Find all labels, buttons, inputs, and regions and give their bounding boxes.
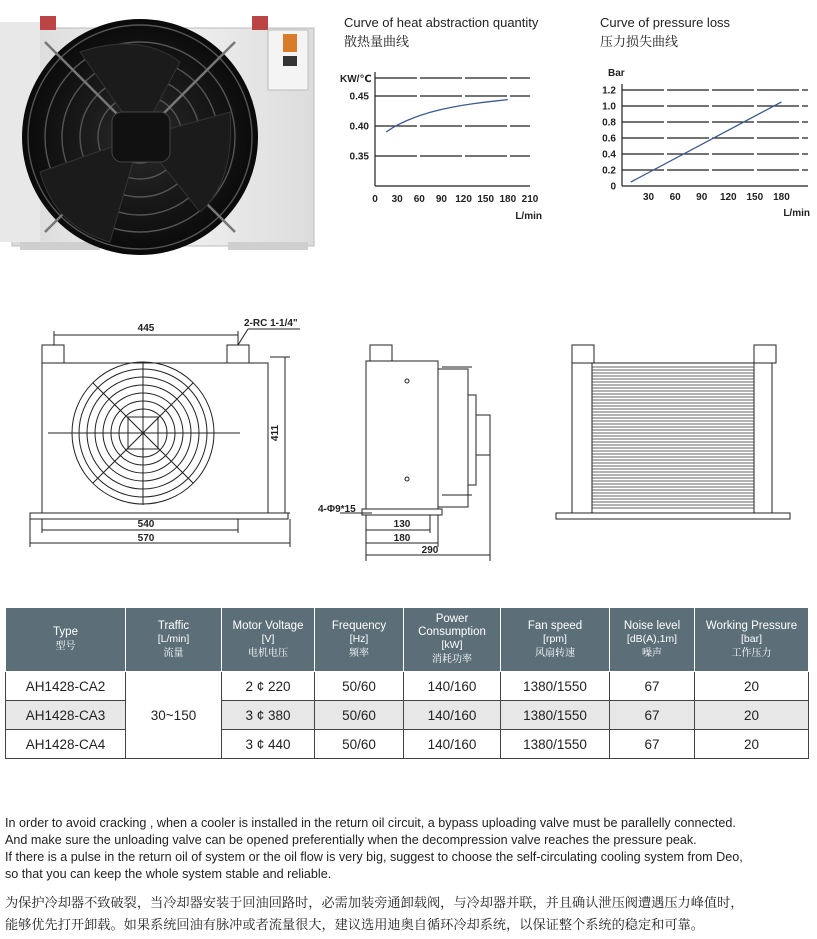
cell-pressure: 20 [695, 701, 809, 730]
x-tick-label: 120 [719, 192, 737, 203]
x-tick-label: 150 [746, 192, 764, 203]
cell-power: 140/160 [404, 672, 501, 701]
outlet-port [227, 345, 249, 363]
x-tick-label: 150 [477, 194, 495, 205]
dim-445: 445 [137, 323, 155, 334]
cell-frequency: 50/60 [315, 701, 404, 730]
note-en-line: And make sure the unloading valve can be opened preferentially when the decompression valve reaches the pressure peak. [5, 833, 697, 847]
cell-fan-speed: 1380/1550 [501, 701, 610, 730]
y-tick-label: 0.8 [602, 117, 616, 129]
heat-chart-title-cn: 散热量曲线 [344, 34, 410, 49]
rear-view-body [572, 363, 772, 513]
x-tick-label: 180 [499, 194, 517, 205]
x-tick-label: 60 [413, 194, 425, 205]
header-power: Power Consumption [kW] 消耗功率 [404, 608, 501, 672]
pressure-chart-title-en: Curve of pressure loss [600, 15, 731, 30]
x-tick-label: 30 [643, 192, 655, 203]
x-tick-label: 120 [455, 194, 472, 205]
dim-570: 570 [137, 533, 155, 544]
y-tick-label: 0.6 [602, 133, 616, 145]
front-view-body [42, 363, 268, 513]
note-en-line: In order to avoid cracking , when a cooler is installed in the return oil circuit, a bypass uploading valve must be parallelly connected. [5, 816, 736, 830]
y-tick-label: 0.2 [602, 165, 616, 177]
cell-voltage: 2 ¢ 220 [222, 672, 315, 701]
header-voltage: Motor Voltage [V] 电机电压 [222, 608, 315, 672]
header-noise: Noise level [dB(A),1m] 噪声 [610, 608, 695, 672]
x-tick-label: 180 [773, 192, 790, 203]
header-type: Type 型号 [6, 608, 126, 672]
dim-130: 130 [393, 519, 411, 530]
series-line [386, 100, 508, 132]
cell-power: 140/160 [404, 730, 501, 759]
y-tick-label: 0.35 [349, 151, 369, 163]
dim-hole: 4-Φ9*15 [318, 504, 356, 515]
cell-type: AH1428-CA2 [6, 672, 126, 701]
x-tick-label: 30 [391, 194, 403, 205]
note-cn-line: 为保护冷却器不致破裂，当冷却器安装于回油回路时，必需加装旁通卸载阀，与冷却器并联，并且确认泄压阀遭遇压力峰值时， [5, 895, 744, 910]
cell-fan-speed: 1380/1550 [501, 730, 610, 759]
side-view-body [366, 361, 438, 509]
cell-frequency: 50/60 [315, 730, 404, 759]
cell-type: AH1428-CA4 [6, 730, 126, 759]
y-tick-label: 0.45 [349, 91, 369, 103]
heat-chart [330, 68, 545, 223]
note-en-line: so that you can keep the whole system stable and reliable. [5, 867, 332, 881]
y-axis-label: Bar [608, 68, 625, 79]
header-traffic: Traffic [L/min] 流量 [126, 608, 222, 672]
note-cn-line: 能够优先打开卸载。如果系统回油有脉冲或者流量很大，建议选用迪奥自循环冷却系统，以保证整个系统的稳定和可靠。 [5, 917, 704, 932]
dim-180: 180 [393, 533, 411, 544]
x-axis-label: L/min [515, 211, 542, 222]
x-tick-label: 60 [669, 192, 681, 203]
dim-411: 411 [270, 424, 281, 442]
product-photo [0, 12, 318, 262]
pressure-chart-title-cn: 压力损失曲线 [600, 34, 679, 49]
x-tick-label: 210 [521, 194, 539, 205]
cell-frequency: 50/60 [315, 672, 404, 701]
cell-type: AH1428-CA3 [6, 701, 126, 730]
cell-noise: 67 [610, 730, 695, 759]
table-row [6, 672, 809, 701]
pressure-chart [590, 62, 812, 222]
heat-chart-title-en: Curve of heat abstraction quantity [344, 15, 539, 30]
cell-pressure: 20 [695, 730, 809, 759]
cell-pressure: 20 [695, 672, 809, 701]
spec-table [5, 607, 809, 759]
x-tick-label: 0 [372, 194, 378, 205]
cell-power: 140/160 [404, 701, 501, 730]
dim-540: 540 [137, 519, 155, 530]
cell-noise: 67 [610, 701, 695, 730]
technical-drawing [0, 305, 817, 565]
cell-fan-speed: 1380/1550 [501, 672, 610, 701]
notes-en [5, 815, 743, 883]
header-fan-speed: Fan speed [rpm] 风扇转速 [501, 608, 610, 672]
y-axis-label: KW/℃ [340, 74, 372, 85]
front-view-base [30, 513, 288, 519]
table-header-row [6, 608, 809, 672]
header-frequency: Frequency [Hz] 频率 [315, 608, 404, 672]
header-pressure: Working Pressure [bar] 工作压力 [695, 608, 809, 672]
x-tick-label: 90 [435, 194, 447, 205]
dim-port: 2-RC 1-1/4" [244, 318, 298, 329]
y-tick-label: 0 [610, 181, 616, 193]
x-axis-label: L/min [783, 208, 810, 219]
fan-guard [48, 362, 240, 505]
x-tick-label: 90 [696, 192, 708, 203]
y-tick-label: 1.0 [602, 101, 616, 113]
cell-voltage: 3 ¢ 380 [222, 701, 315, 730]
y-tick-label: 0.40 [349, 121, 369, 133]
y-tick-label: 0.4 [602, 149, 616, 161]
note-en-line: If there is a pulse in the return oil of system or the oil flow is very big, suggest to choose the self-circulating cooling system from Deo, [5, 850, 743, 864]
notes-cn [5, 892, 744, 936]
inlet-port [42, 345, 64, 363]
dim-290: 290 [421, 545, 439, 556]
cell-traffic: 30~150 [126, 672, 222, 759]
cell-voltage: 3 ¢ 440 [222, 730, 315, 759]
y-tick-label: 1.2 [602, 85, 616, 97]
cell-noise: 67 [610, 672, 695, 701]
